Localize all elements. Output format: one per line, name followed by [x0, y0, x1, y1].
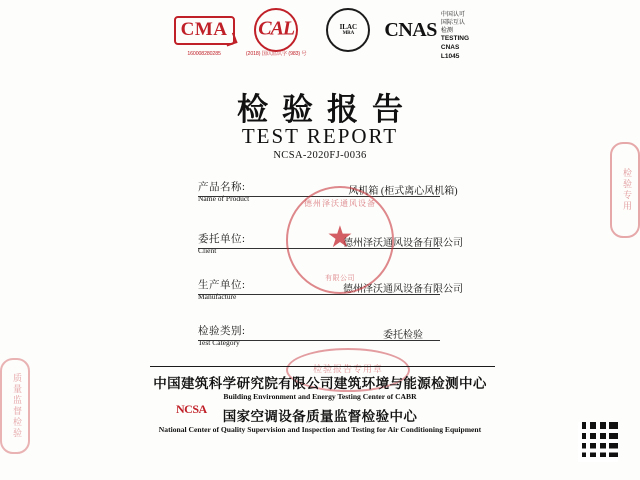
ilac-mark-label: ILAC	[339, 23, 358, 31]
field-rule-product	[198, 196, 440, 197]
field-test-category	[198, 326, 446, 360]
certification-marks	[168, 10, 478, 72]
field-rule-category	[198, 340, 440, 341]
cal-caption: (2018) 国认监认字 (983) 号	[245, 51, 307, 57]
field-value: 风机箱 (柜式离心风机箱)	[348, 186, 458, 197]
field-manufacture	[198, 280, 463, 314]
cert-cma	[168, 10, 240, 58]
field-label-en: Test Category	[198, 337, 240, 347]
field-label-cn: 生产单位:	[198, 280, 246, 291]
field-label-cn: 产品名称:	[198, 182, 246, 193]
star-icon: ★	[326, 220, 354, 254]
field-value: 德州泽沃通风设备有限公司	[343, 284, 463, 295]
field-rule-manufacture	[198, 294, 440, 295]
cert-cnas	[384, 10, 478, 62]
cnas-line-2: 国际互认	[440, 20, 465, 27]
cnas-line-4: TESTING	[440, 35, 470, 43]
cma-caption: 160008280285	[187, 51, 221, 57]
field-client	[198, 234, 463, 268]
cnas-line-1: 中国认可	[440, 12, 465, 18]
side-seal-stamp-left: 质量监督检验	[0, 358, 30, 454]
report-seal-stamp: 检验报告专用章	[286, 348, 410, 392]
cert-ilac-mra	[312, 10, 384, 51]
mra-mark-label: MRA	[342, 31, 354, 36]
field-label-cn: 委托单位:	[198, 234, 246, 245]
qr-code	[578, 422, 618, 462]
cnas-line-5: CNAS L1045	[440, 44, 460, 60]
issuing-org-en: Building Environment and Energy Testing Center of CABR	[223, 392, 417, 401]
field-product-name	[198, 182, 458, 216]
field-rule-client	[198, 248, 440, 249]
cnas-line-3: 检测	[440, 28, 453, 35]
field-label-cn: 检验类别:	[198, 326, 246, 337]
side-seal-stamp-right: 检验专用	[610, 142, 640, 238]
ilac-mra-icon	[312, 10, 384, 50]
testing-center-cn: 国家空调设备质量监督检验中心	[222, 409, 418, 424]
seal-top-text: 德州泽沃通风设备	[304, 199, 376, 208]
cert-cal	[240, 10, 312, 58]
cma-icon	[168, 10, 240, 50]
ncsa-logo	[176, 402, 207, 417]
testing-center-en: National Center of Quality Supervision and Inspection and Testing for Air Conditioning Equipment	[158, 425, 482, 434]
cma-mark-label: CMA	[174, 16, 235, 45]
field-label-en: Client	[198, 245, 217, 255]
cnas-accreditation-text	[441, 10, 478, 62]
cal-icon	[240, 10, 312, 50]
issuing-org-cn: 中国建筑科学研究院有限公司建筑环境与能源检测中心	[153, 376, 487, 391]
page-title-en: TEST REPORT	[241, 124, 399, 148]
page-title-cn: 检验报告	[237, 92, 417, 127]
footer-divider	[150, 366, 495, 367]
field-label-en: Manufacture	[198, 291, 237, 301]
cal-mark-label: CAL	[258, 17, 295, 40]
field-value: 德州泽沃通风设备有限公司	[343, 238, 463, 249]
ncsa-logo-text: NCSA	[176, 402, 207, 416]
field-value: 委托检验	[383, 330, 423, 341]
seal-bottom-text: 有限公司	[325, 274, 355, 282]
report-number: NCSA-2020FJ-0036	[273, 150, 367, 161]
field-label-en: Name of Product	[198, 193, 250, 203]
cnas-mark-label: CNAS	[384, 19, 437, 41]
